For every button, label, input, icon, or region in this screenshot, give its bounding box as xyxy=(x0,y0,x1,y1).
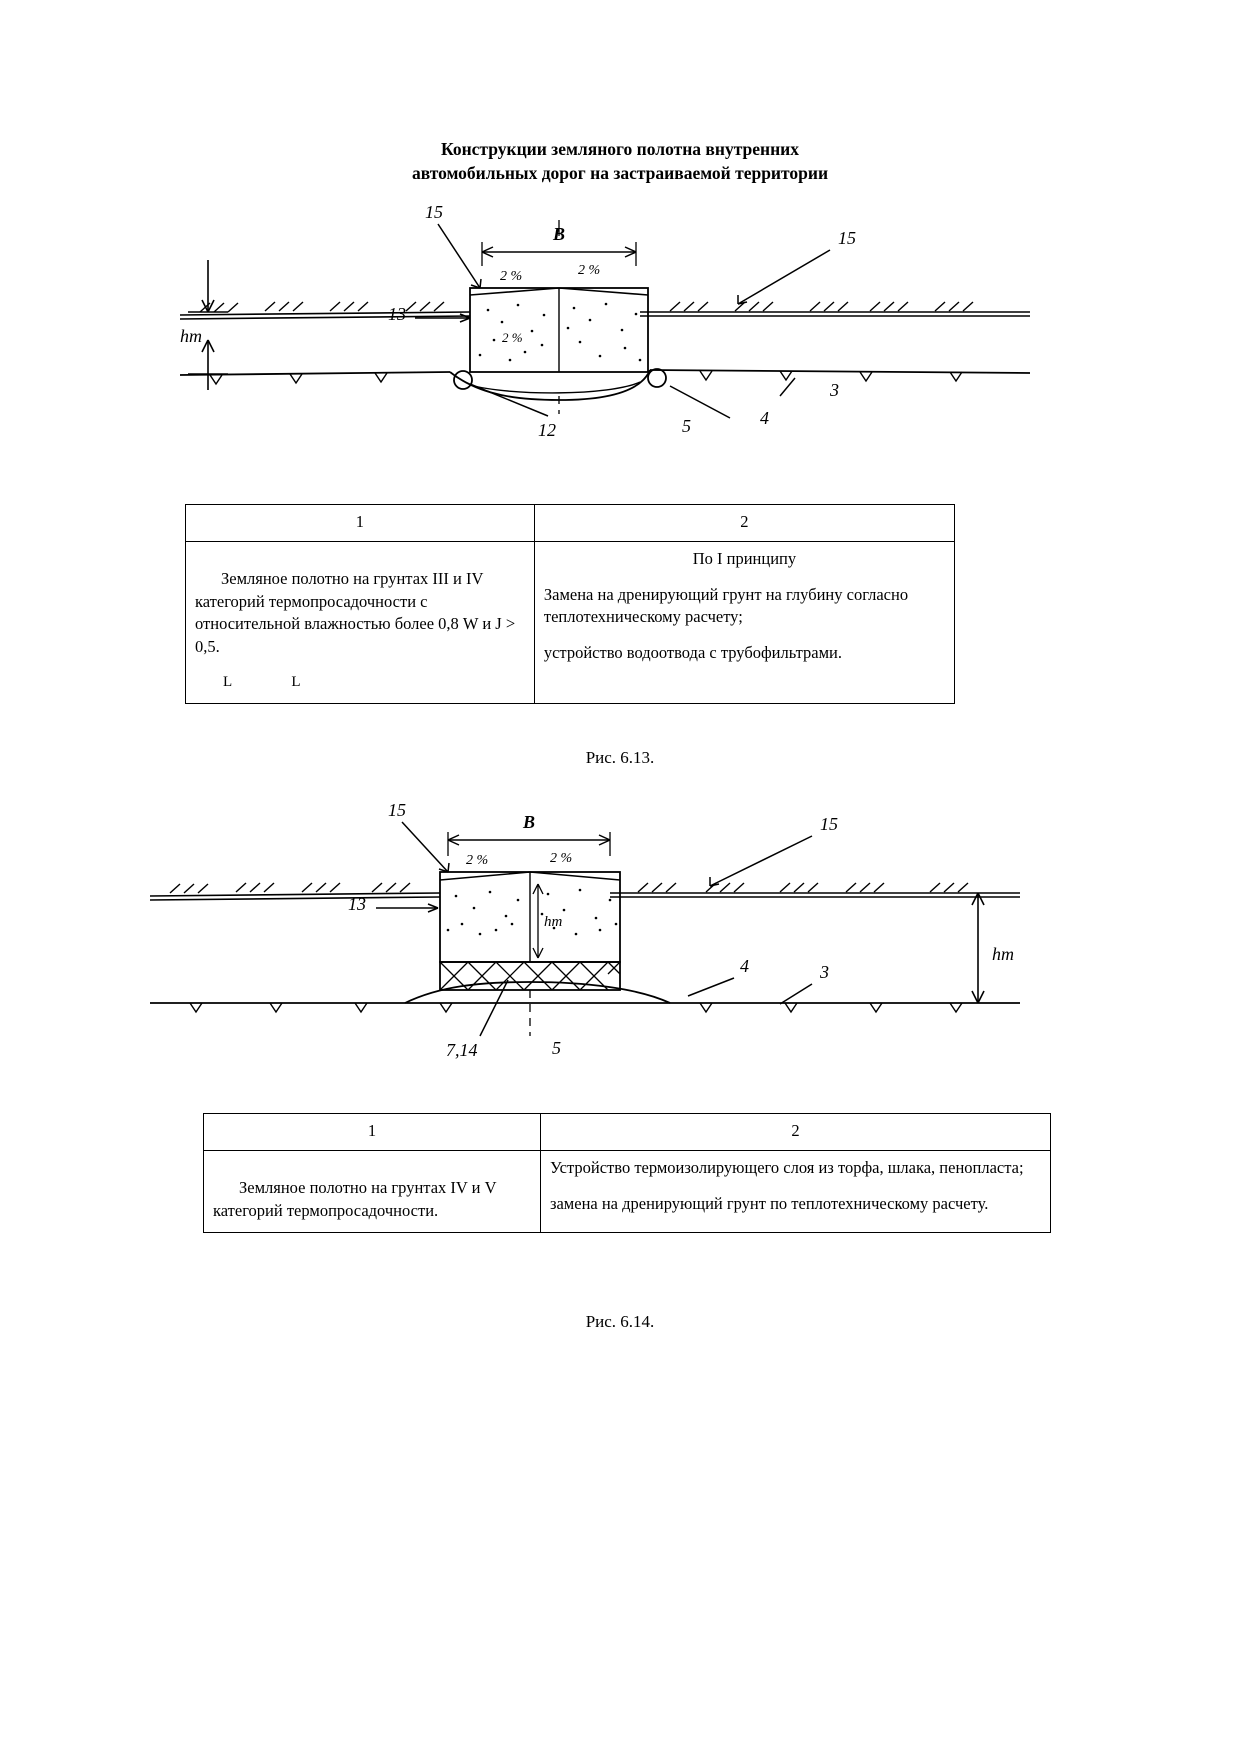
figure2-slope-left: 2 % xyxy=(466,853,489,868)
figure1-label-4: 4 xyxy=(760,408,769,428)
table1-measure-1: Замена на дренирующий грунт на глубину согласно теплотехническому расчету; xyxy=(543,584,909,627)
table2-measure-0: Устройство термоизолирующего слоя из торфа, шлака, пенопласта; xyxy=(549,1157,1024,1177)
figure-6-14-drawing xyxy=(140,800,1100,1090)
figure2-label-7-14: 7,14 xyxy=(446,1040,478,1060)
figure-6-14-caption: Рис. 6.14. xyxy=(585,1312,655,1331)
table2-cell-measures xyxy=(540,1150,1050,1233)
table1-measure-0: По I принципу xyxy=(692,548,797,568)
figure2-label-4: 4 xyxy=(740,956,749,976)
table2-header-1: 1 xyxy=(204,1114,541,1151)
page-title xyxy=(0,138,1240,185)
figure1-label-13: 13 xyxy=(388,304,406,324)
figure1-label-15-left: 15 xyxy=(425,202,443,222)
figure1-slope-left: 2 % xyxy=(500,269,523,284)
spec-table-2 xyxy=(203,1113,1051,1233)
figure2-slope-right: 2 % xyxy=(550,851,573,866)
table-row xyxy=(204,1114,1051,1151)
table1-condition-subscript: L L xyxy=(223,673,329,690)
table-row xyxy=(204,1150,1051,1233)
figure2-label-15-left: 15 xyxy=(388,800,406,820)
figure1-depth-ht: hт xyxy=(180,326,202,346)
figure-6-13 xyxy=(0,200,1240,480)
table-row xyxy=(186,505,955,542)
figure2-depth-ht: hт xyxy=(992,944,1014,964)
table2-condition-text: Земляное полотно на грунтах IV и V категорий термопросадочности. xyxy=(213,1177,497,1220)
page-title-line-2: автомобильных дорог на застраиваемой территории xyxy=(411,162,829,183)
figure1-label-5: 5 xyxy=(682,416,691,436)
figure2-dim-b: B xyxy=(523,812,536,832)
figure2-label-3: 3 xyxy=(820,962,829,982)
page-title-line-1: Конструкции земляного полотна внутренних xyxy=(441,139,799,159)
figure-6-13-caption: Рис. 6.13. xyxy=(585,748,655,767)
table2-header-2: 2 xyxy=(540,1114,1050,1151)
figure2-label-15-right: 15 xyxy=(820,814,838,834)
figure2-inner-h: hт xyxy=(544,914,563,930)
figure2-label-13: 13 xyxy=(348,894,366,914)
figure1-slope-right: 2 % xyxy=(578,263,601,278)
figure-6-14 xyxy=(0,800,1240,1090)
table1-condition-text: Земляное полотно на грунтах III и IV категорий термопросадочности с относительной влажностью более 0,8 W и J > 0,5. xyxy=(195,568,516,657)
table1-header-2: 2 xyxy=(534,505,954,542)
figure1-label-3: 3 xyxy=(830,380,839,400)
figure1-label-15-right: 15 xyxy=(838,228,856,248)
figure-6-13-drawing xyxy=(170,200,1070,480)
table-row xyxy=(186,541,955,703)
table2-measure-1: замена на дренирующий грунт по теплотехническому расчету. xyxy=(549,1193,989,1213)
table1-cell-condition xyxy=(186,541,535,703)
figure1-inner-note: 2 % xyxy=(502,330,523,345)
table1-header-1: 1 xyxy=(186,505,535,542)
table1-cell-measures xyxy=(534,541,954,703)
table2-cell-condition xyxy=(204,1150,541,1233)
spec-table-1 xyxy=(185,504,955,704)
figure2-label-5: 5 xyxy=(552,1038,561,1058)
table1-measure-2: устройство водоотвода с трубофильтрами. xyxy=(543,643,843,663)
figure1-label-12: 12 xyxy=(538,420,556,440)
figure1-dim-b: B xyxy=(553,224,566,244)
